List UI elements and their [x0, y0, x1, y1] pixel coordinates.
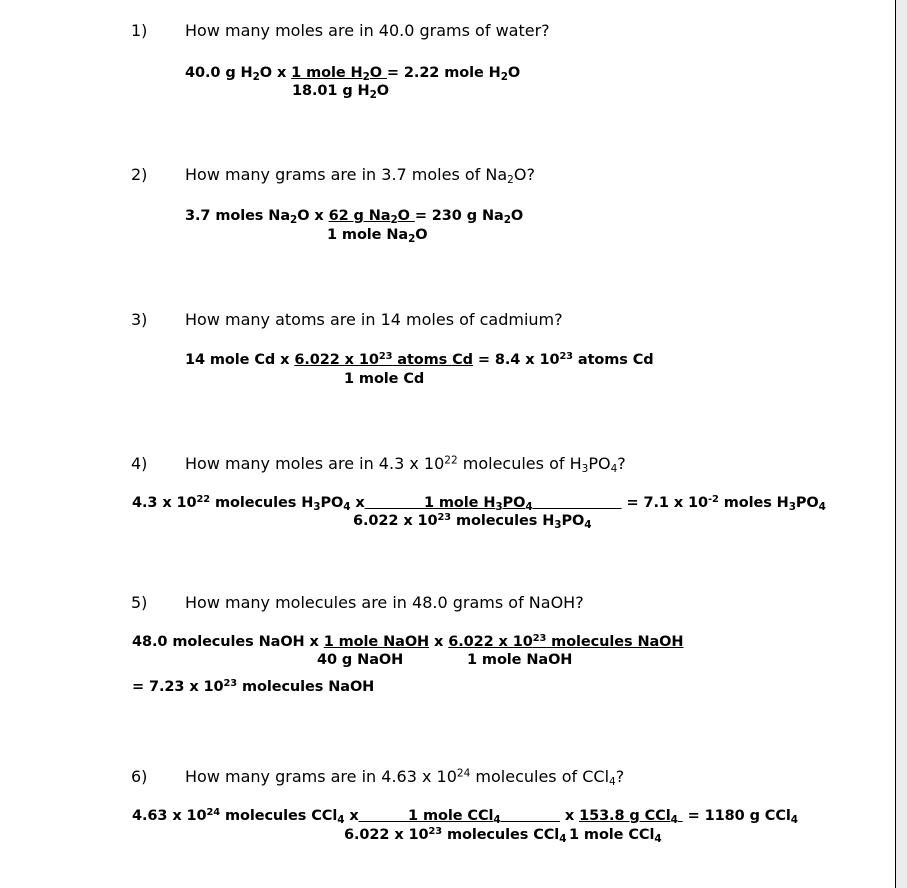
numerator: 153.8 g CCl$_4$: [579, 808, 678, 826]
question-text: How many molecules are in 48.0 grams of NaOH?: [185, 593, 584, 612]
solution-line: 4.3 x $10^{22}$ molecules $H_3PO_4$ x 1 mole $H_3PO_4$ = 7.1 x $10^{-2}$ moles $H_3PO_4$: [132, 494, 826, 513]
question-text: How many grams are in 4.63 x $10^{24}$ molecules of CCl$_4$?: [185, 767, 625, 788]
solution-line: 3.7 moles $Na_2O$ x 62 g $Na_2O = 230$ g $Na_2O$: [185, 208, 524, 226]
answer-line: = 7.23 x $10^{23}$ molecules NaOH: [132, 678, 375, 695]
numerator: 1 mole $H_3PO_4$: [364, 495, 533, 513]
question-text: How many moles are in 4.3 x $10^{22}$ molecules of $H_3PO_4$?: [185, 454, 626, 475]
numerator: 62 g $Na_2O$: [328, 208, 415, 226]
numerator: 6.022 x $10^{23}$ atoms Cd: [294, 351, 473, 368]
denominator: 1 mole Cd: [344, 371, 425, 387]
problem-number: 1): [131, 21, 148, 40]
denominator: 1 mole CCl$_4$: [569, 827, 662, 845]
denominator: 1 mole NaOH: [467, 652, 573, 668]
denominator: 40 g NaOH: [317, 652, 404, 668]
numerator: 1 mole CCl$_4$: [358, 808, 501, 826]
question-text: How many moles are in 40.0 grams of water?: [185, 21, 550, 40]
solution-line: 4.63 x $10^{24}$ molecules CCl$_4$ x 1 mole CCl$_4$ x 153.8 g CCl$_4$ = 1180 g CCl$_4$: [132, 807, 798, 826]
numerator: 6.022 x $10^{23}$ molecules NaOH: [448, 633, 684, 650]
problem-number: 6): [131, 767, 148, 786]
problem-number: 2): [131, 165, 148, 184]
viewer-gutter: [896, 0, 907, 888]
denominator: 18.01 g $H_2O$: [292, 83, 389, 101]
solution-line: 40.0 g $H_2O$ x 1 mole $H_2O = 2.22$ mole $H_2O$: [185, 65, 521, 83]
problem-number: 3): [131, 310, 148, 329]
solution-line: 14 mole Cd x 6.022 x $10^{23}$ atoms Cd = 8.4 x $10^{23}$ atoms Cd: [185, 351, 654, 368]
question-text: How many grams are in 3.7 moles of $Na_2O$?: [185, 165, 535, 186]
numerator: 1 mole $H_2O$: [291, 65, 387, 83]
problem-number: 5): [131, 593, 148, 612]
denominator: 6.022 x $10^{23}$ molecules CCl$_4$: [344, 826, 567, 845]
problem-number: 4): [131, 454, 148, 473]
solution-line: 48.0 molecules NaOH x 1 mole NaOH x 6.022 x $10^{23}$ molecules NaOH: [132, 633, 684, 650]
numerator: 1 mole NaOH: [323, 634, 430, 650]
denominator: 6.022 x $10^{23}$ molecules $H_3PO_4$: [353, 512, 592, 531]
denominator: 1 mole $Na_2O$: [327, 227, 428, 245]
question-text: How many atoms are in 14 moles of cadmium?: [185, 310, 563, 329]
